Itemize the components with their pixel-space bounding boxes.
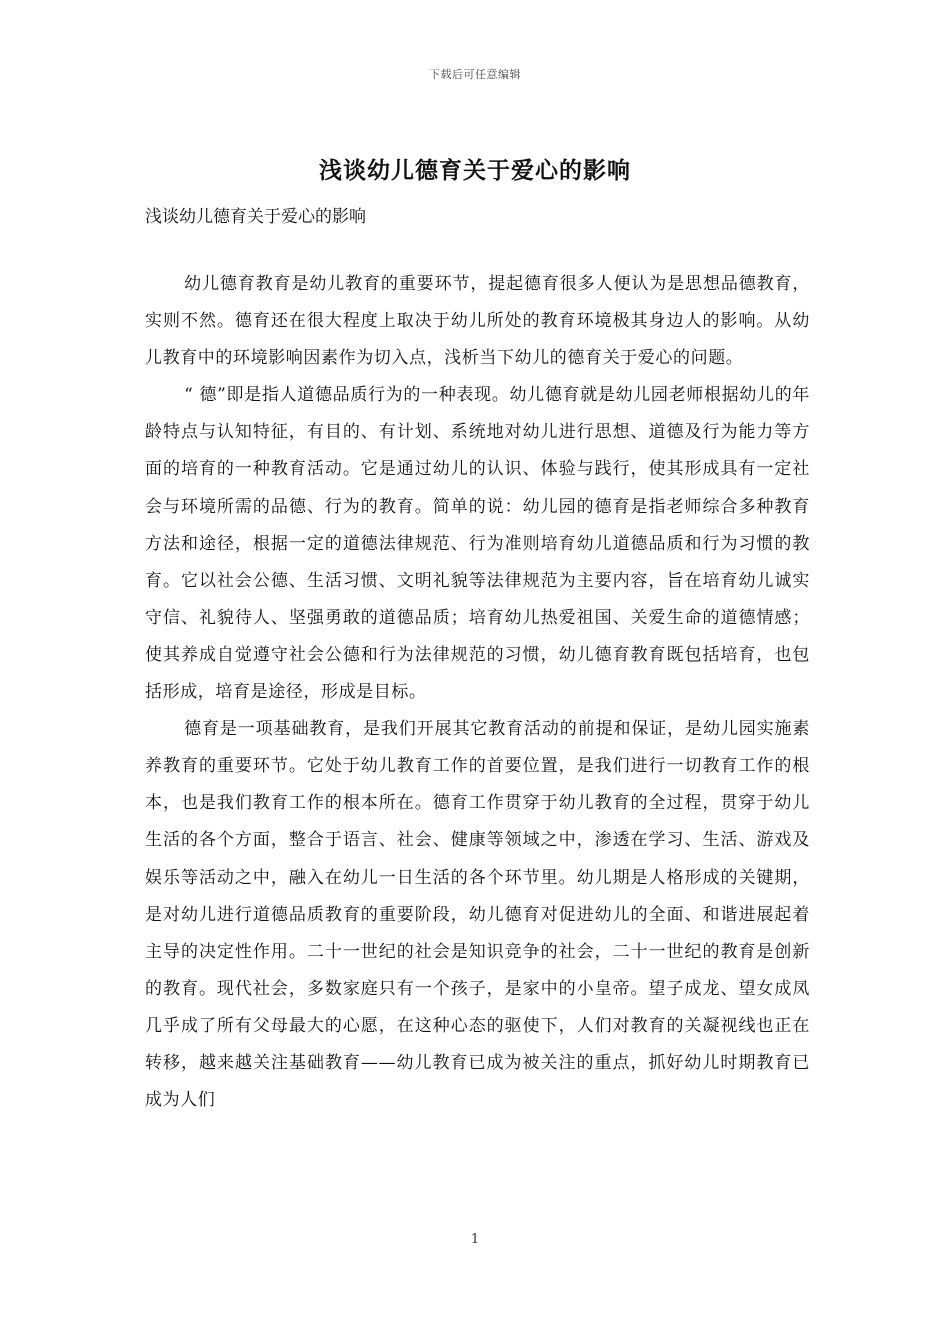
page-header: 下载后可任意编辑 <box>429 68 521 81</box>
document-body <box>145 266 810 1119</box>
paragraph-importance: 德育是一项基础教育，是我们开展其它教育活动的前提和保证，是幼儿园实施素养教育的重要环节。它处于幼儿教育工作的首要位置，是我们进行一切教育工作的根本，也是我们教育工作的根本所在。德育工作贯穿于幼儿教育的全过程，贯穿于幼儿生活的各个方面，整合于语言、社会、健康等领域之中，渗透在学习、生活、游戏及娱乐等活动之中，融入在幼儿一日生活的各个环节里。幼儿期是人格形成的关键期，是对幼儿进行道德品质教育的重要阶段，幼儿德育对促进幼儿的全面、和谐进展起着主导的决定性作用。二十一世纪的社会是知识竞争的社会，二十一世纪的教育是创新的教育。现代社会，多数家庭只有一个孩子，是家中的小皇帝。望子成龙、望女成凤几乎成了所有父母最大的心愿，在这种心态的驱使下，人们对教育的关凝视线也正在转移，越来越关注基础教育——幼儿教育已成为被关注的重点，抓好幼儿时期教育已成为人们 <box>145 719 810 1111</box>
page-number: 1 <box>470 1232 480 1247</box>
document-subtitle: 浅谈幼儿德育关于爱心的影响 <box>145 207 366 227</box>
document-title: 浅谈幼儿德育关于爱心的影响 <box>319 157 631 184</box>
paragraph-intro: 幼儿德育教育是幼儿教育的重要环节，提起德育很多人便认为是思想品德教育，实则不然。德育还在很大程度上取决于幼儿所处的教育环境极其身边人的影响。从幼儿教育中的环境影响因素作为切入点，浅析当下幼儿的德育关于爱心的问题。 <box>145 274 810 369</box>
paragraph-definition: “ 德”即是指人道德品质行为的一种表现。幼儿德育就是幼儿园老师根据幼儿的年龄特点与认知特征，有目的、有计划、系统地对幼儿进行思想、道德及行为能力等方面的培育的一种教育活动。它是通过幼儿的认识、体验与践行，使其形成具有一定社会与环境所需的品德、行为的教育。简单的说：幼儿园的德育是指老师综合多种教育方法和途径，根据一定的道德法律规范、行为准则培育幼儿道德品质和行为习惯的教育。它以社会公德、生活习惯、文明礼貌等法律规范为主要内容，旨在培育幼儿诚实守信、礼貌待人、坚强勇敢的道德品质；培育幼儿热爱祖国、关爱生命的道德情感；使其养成自觉遵守社会公德和行为法律规范的习惯，幼儿德育教育既包括培育，也包括形成，培育是途径，形成是目标。 <box>145 385 810 703</box>
